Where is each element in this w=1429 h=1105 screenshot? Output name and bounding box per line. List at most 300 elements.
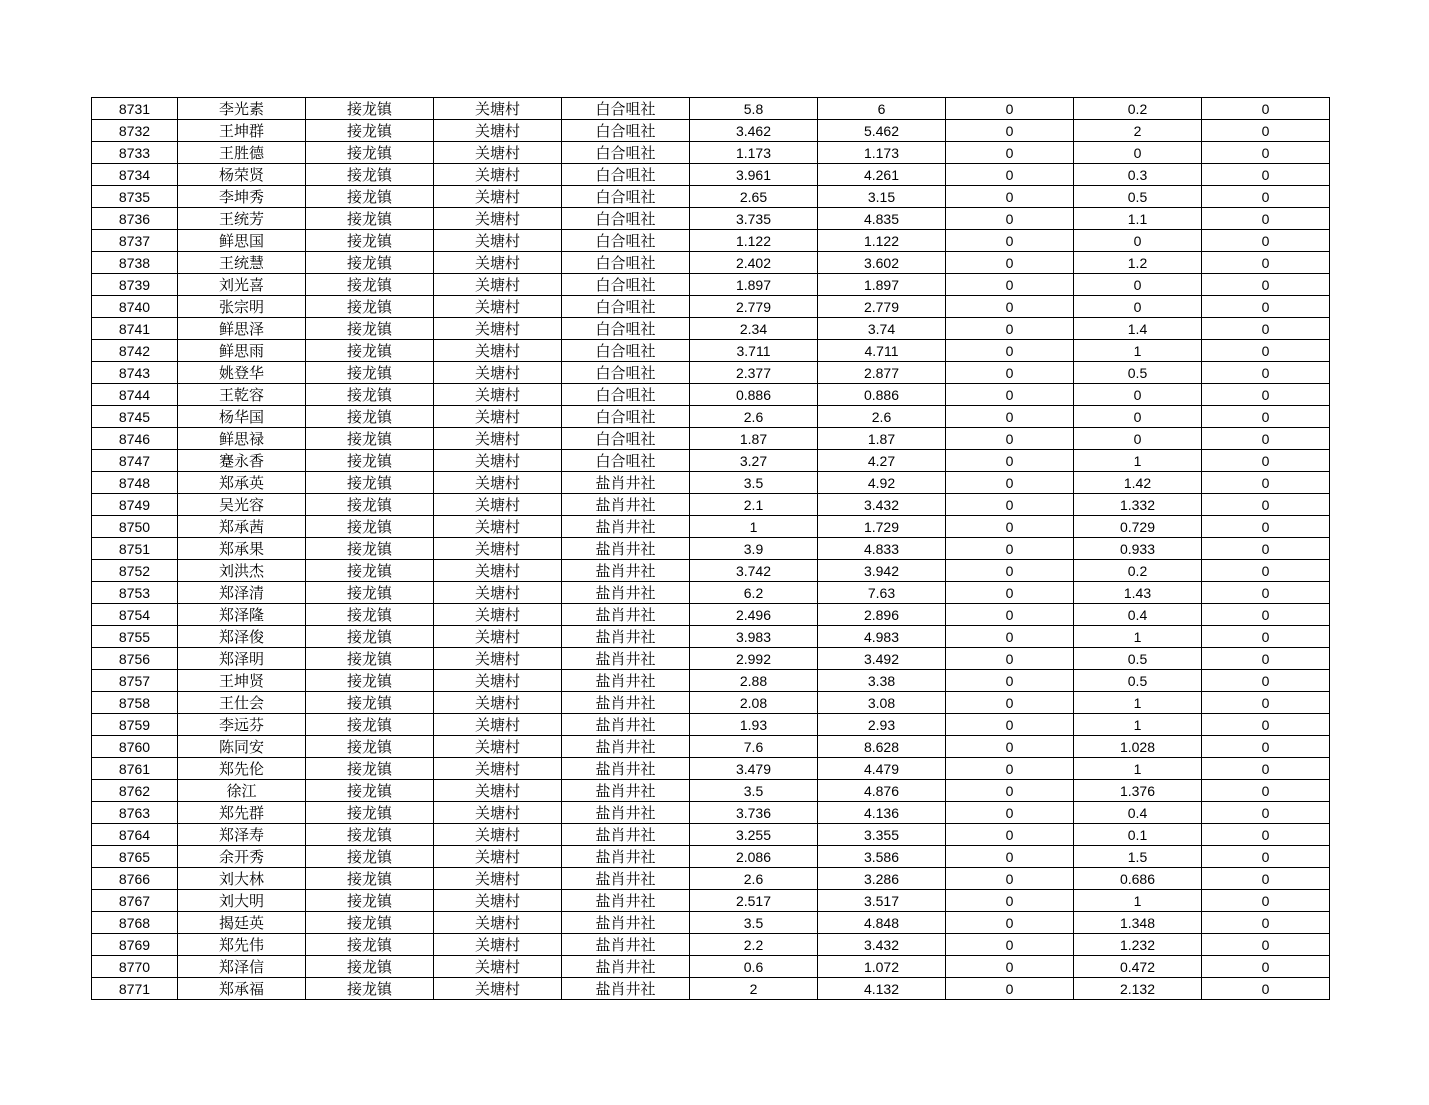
table-row	[92, 868, 1330, 890]
cell-value-a: 2.517	[690, 890, 818, 912]
cell-value-c: 0	[946, 956, 1074, 978]
cell-village: 关塘村	[434, 98, 562, 120]
cell-value-d: 1.332	[1074, 494, 1202, 516]
cell-town: 接龙镇	[306, 912, 434, 934]
cell-village: 关塘村	[434, 428, 562, 450]
cell-value-e: 0	[1202, 890, 1330, 912]
cell-value-b: 3.15	[818, 186, 946, 208]
cell-village: 关塘村	[434, 802, 562, 824]
table-row	[92, 494, 1330, 516]
table-row	[92, 824, 1330, 846]
cell-value-b: 7.63	[818, 582, 946, 604]
cell-value-a: 3.961	[690, 164, 818, 186]
cell-value-d: 1.028	[1074, 736, 1202, 758]
cell-group: 盐肖井社	[562, 494, 690, 516]
cell-town: 接龙镇	[306, 362, 434, 384]
cell-value-a: 3.479	[690, 758, 818, 780]
cell-village: 关塘村	[434, 318, 562, 340]
cell-village: 关塘村	[434, 296, 562, 318]
cell-value-a: 2.2	[690, 934, 818, 956]
cell-value-a: 3.27	[690, 450, 818, 472]
cell-group: 白合咀社	[562, 230, 690, 252]
cell-row-id: 8760	[92, 736, 178, 758]
cell-value-e: 0	[1202, 846, 1330, 868]
cell-value-c: 0	[946, 516, 1074, 538]
cell-group: 盐肖井社	[562, 582, 690, 604]
cell-value-d: 0	[1074, 230, 1202, 252]
table-row	[92, 912, 1330, 934]
cell-village: 关塘村	[434, 912, 562, 934]
cell-value-e: 0	[1202, 560, 1330, 582]
cell-town: 接龙镇	[306, 824, 434, 846]
cell-town: 接龙镇	[306, 978, 434, 1000]
cell-value-b: 3.432	[818, 934, 946, 956]
table-row	[92, 978, 1330, 1000]
cell-name: 刘大林	[178, 868, 306, 890]
cell-value-b: 4.876	[818, 780, 946, 802]
cell-value-c: 0	[946, 252, 1074, 274]
table-row	[92, 450, 1330, 472]
cell-village: 关塘村	[434, 230, 562, 252]
cell-row-id: 8746	[92, 428, 178, 450]
cell-value-d: 0.5	[1074, 362, 1202, 384]
cell-town: 接龙镇	[306, 714, 434, 736]
cell-town: 接龙镇	[306, 758, 434, 780]
cell-group: 盐肖井社	[562, 626, 690, 648]
cell-value-b: 3.432	[818, 494, 946, 516]
cell-village: 关塘村	[434, 340, 562, 362]
table-row	[92, 384, 1330, 406]
cell-village: 关塘村	[434, 186, 562, 208]
cell-value-e: 0	[1202, 626, 1330, 648]
cell-town: 接龙镇	[306, 274, 434, 296]
cell-name: 王胜德	[178, 142, 306, 164]
cell-row-id: 8749	[92, 494, 178, 516]
cell-value-d: 1.2	[1074, 252, 1202, 274]
cell-group: 白合咀社	[562, 428, 690, 450]
cell-group: 白合咀社	[562, 142, 690, 164]
cell-value-a: 2.08	[690, 692, 818, 714]
cell-value-b: 4.983	[818, 626, 946, 648]
cell-name: 王乾容	[178, 384, 306, 406]
cell-group: 盐肖井社	[562, 604, 690, 626]
cell-value-d: 0.933	[1074, 538, 1202, 560]
cell-village: 关塘村	[434, 648, 562, 670]
cell-row-id: 8770	[92, 956, 178, 978]
cell-value-d: 0.472	[1074, 956, 1202, 978]
cell-value-d: 0.2	[1074, 98, 1202, 120]
cell-value-e: 0	[1202, 670, 1330, 692]
table-row	[92, 582, 1330, 604]
cell-name: 揭廷英	[178, 912, 306, 934]
cell-name: 杨华国	[178, 406, 306, 428]
cell-town: 接龙镇	[306, 120, 434, 142]
cell-name: 刘洪杰	[178, 560, 306, 582]
cell-row-id: 8759	[92, 714, 178, 736]
cell-value-e: 0	[1202, 384, 1330, 406]
table-row	[92, 142, 1330, 164]
cell-value-c: 0	[946, 230, 1074, 252]
cell-value-e: 0	[1202, 780, 1330, 802]
table-row	[92, 890, 1330, 912]
cell-group: 盐肖井社	[562, 802, 690, 824]
cell-group: 盐肖井社	[562, 472, 690, 494]
cell-value-e: 0	[1202, 714, 1330, 736]
cell-value-e: 0	[1202, 758, 1330, 780]
cell-value-d: 2.132	[1074, 978, 1202, 1000]
cell-value-a: 1.173	[690, 142, 818, 164]
cell-town: 接龙镇	[306, 670, 434, 692]
cell-value-a: 3.736	[690, 802, 818, 824]
cell-village: 关塘村	[434, 450, 562, 472]
cell-group: 白合咀社	[562, 208, 690, 230]
cell-row-id: 8733	[92, 142, 178, 164]
cell-value-c: 0	[946, 186, 1074, 208]
cell-name: 鲜思禄	[178, 428, 306, 450]
cell-value-a: 3.5	[690, 780, 818, 802]
cell-value-d: 2	[1074, 120, 1202, 142]
cell-value-a: 3.9	[690, 538, 818, 560]
cell-village: 关塘村	[434, 406, 562, 428]
cell-value-c: 0	[946, 626, 1074, 648]
cell-row-id: 8737	[92, 230, 178, 252]
cell-group: 盐肖井社	[562, 780, 690, 802]
cell-town: 接龙镇	[306, 384, 434, 406]
cell-value-b: 6	[818, 98, 946, 120]
cell-value-b: 3.492	[818, 648, 946, 670]
cell-name: 郑泽隆	[178, 604, 306, 626]
cell-value-c: 0	[946, 978, 1074, 1000]
cell-value-b: 2.93	[818, 714, 946, 736]
cell-town: 接龙镇	[306, 428, 434, 450]
cell-town: 接龙镇	[306, 560, 434, 582]
cell-value-b: 3.942	[818, 560, 946, 582]
cell-row-id: 8738	[92, 252, 178, 274]
cell-row-id: 8763	[92, 802, 178, 824]
cell-value-c: 0	[946, 868, 1074, 890]
cell-row-id: 8765	[92, 846, 178, 868]
cell-town: 接龙镇	[306, 780, 434, 802]
cell-group: 白合咀社	[562, 450, 690, 472]
cell-value-c: 0	[946, 494, 1074, 516]
cell-value-e: 0	[1202, 296, 1330, 318]
cell-row-id: 8741	[92, 318, 178, 340]
cell-value-e: 0	[1202, 516, 1330, 538]
cell-value-e: 0	[1202, 318, 1330, 340]
cell-name: 蹇永香	[178, 450, 306, 472]
cell-value-b: 1.87	[818, 428, 946, 450]
cell-group: 盐肖井社	[562, 890, 690, 912]
table-row	[92, 406, 1330, 428]
cell-town: 接龙镇	[306, 582, 434, 604]
cell-value-c: 0	[946, 890, 1074, 912]
cell-value-d: 1.1	[1074, 208, 1202, 230]
cell-village: 关塘村	[434, 582, 562, 604]
table-row	[92, 714, 1330, 736]
cell-group: 盐肖井社	[562, 670, 690, 692]
cell-value-e: 0	[1202, 98, 1330, 120]
cell-village: 关塘村	[434, 626, 562, 648]
cell-name: 杨荣贤	[178, 164, 306, 186]
cell-row-id: 8751	[92, 538, 178, 560]
cell-village: 关塘村	[434, 120, 562, 142]
cell-group: 盐肖井社	[562, 692, 690, 714]
cell-group: 白合咀社	[562, 186, 690, 208]
table-row	[92, 604, 1330, 626]
cell-value-a: 5.8	[690, 98, 818, 120]
table-row	[92, 956, 1330, 978]
cell-village: 关塘村	[434, 758, 562, 780]
cell-value-e: 0	[1202, 406, 1330, 428]
cell-row-id: 8761	[92, 758, 178, 780]
cell-value-d: 1	[1074, 714, 1202, 736]
cell-name: 吴光容	[178, 494, 306, 516]
cell-value-e: 0	[1202, 956, 1330, 978]
cell-group: 盐肖井社	[562, 648, 690, 670]
cell-village: 关塘村	[434, 978, 562, 1000]
cell-village: 关塘村	[434, 846, 562, 868]
cell-row-id: 8739	[92, 274, 178, 296]
cell-village: 关塘村	[434, 736, 562, 758]
cell-value-e: 0	[1202, 824, 1330, 846]
cell-group: 白合咀社	[562, 362, 690, 384]
cell-town: 接龙镇	[306, 208, 434, 230]
cell-value-b: 1.173	[818, 142, 946, 164]
cell-value-a: 3.742	[690, 560, 818, 582]
cell-name: 李光素	[178, 98, 306, 120]
cell-name: 王统慧	[178, 252, 306, 274]
cell-value-b: 4.833	[818, 538, 946, 560]
cell-value-c: 0	[946, 274, 1074, 296]
cell-value-c: 0	[946, 296, 1074, 318]
cell-group: 盐肖井社	[562, 736, 690, 758]
cell-value-d: 1.42	[1074, 472, 1202, 494]
table-row	[92, 648, 1330, 670]
cell-row-id: 8758	[92, 692, 178, 714]
cell-town: 接龙镇	[306, 450, 434, 472]
cell-value-c: 0	[946, 98, 1074, 120]
cell-value-a: 0.886	[690, 384, 818, 406]
cell-name: 郑泽信	[178, 956, 306, 978]
cell-name: 王统芳	[178, 208, 306, 230]
cell-name: 郑承福	[178, 978, 306, 1000]
cell-value-c: 0	[946, 802, 1074, 824]
cell-value-a: 2.402	[690, 252, 818, 274]
cell-value-b: 2.779	[818, 296, 946, 318]
cell-name: 郑先群	[178, 802, 306, 824]
cell-name: 郑承茜	[178, 516, 306, 538]
cell-village: 关塘村	[434, 362, 562, 384]
table-row	[92, 230, 1330, 252]
cell-group: 白合咀社	[562, 340, 690, 362]
cell-village: 关塘村	[434, 890, 562, 912]
cell-value-e: 0	[1202, 538, 1330, 560]
cell-value-a: 2.496	[690, 604, 818, 626]
cell-town: 接龙镇	[306, 626, 434, 648]
cell-town: 接龙镇	[306, 868, 434, 890]
cell-value-e: 0	[1202, 912, 1330, 934]
cell-value-c: 0	[946, 120, 1074, 142]
cell-value-a: 2.88	[690, 670, 818, 692]
cell-row-id: 8756	[92, 648, 178, 670]
table-row	[92, 318, 1330, 340]
cell-value-d: 1	[1074, 340, 1202, 362]
cell-name: 鲜思国	[178, 230, 306, 252]
table-row	[92, 802, 1330, 824]
cell-group: 盐肖井社	[562, 912, 690, 934]
cell-name: 郑先伦	[178, 758, 306, 780]
cell-village: 关塘村	[434, 670, 562, 692]
cell-value-d: 0	[1074, 406, 1202, 428]
cell-row-id: 8755	[92, 626, 178, 648]
cell-value-a: 2.6	[690, 868, 818, 890]
cell-group: 盐肖井社	[562, 846, 690, 868]
cell-value-c: 0	[946, 912, 1074, 934]
cell-value-b: 3.08	[818, 692, 946, 714]
cell-town: 接龙镇	[306, 406, 434, 428]
cell-value-b: 2.6	[818, 406, 946, 428]
cell-village: 关塘村	[434, 142, 562, 164]
cell-name: 王坤群	[178, 120, 306, 142]
cell-group: 盐肖井社	[562, 714, 690, 736]
cell-value-c: 0	[946, 208, 1074, 230]
cell-value-e: 0	[1202, 274, 1330, 296]
cell-row-id: 8743	[92, 362, 178, 384]
cell-name: 徐江	[178, 780, 306, 802]
table-row	[92, 780, 1330, 802]
cell-value-e: 0	[1202, 186, 1330, 208]
cell-name: 郑泽寿	[178, 824, 306, 846]
cell-value-a: 1	[690, 516, 818, 538]
cell-name: 郑泽俊	[178, 626, 306, 648]
cell-row-id: 8744	[92, 384, 178, 406]
cell-value-d: 1.232	[1074, 934, 1202, 956]
cell-value-c: 0	[946, 846, 1074, 868]
table-row	[92, 98, 1330, 120]
cell-name: 郑泽清	[178, 582, 306, 604]
cell-value-c: 0	[946, 384, 1074, 406]
cell-name: 李远芬	[178, 714, 306, 736]
cell-village: 关塘村	[434, 692, 562, 714]
cell-town: 接龙镇	[306, 846, 434, 868]
cell-value-c: 0	[946, 648, 1074, 670]
cell-value-a: 2.6	[690, 406, 818, 428]
cell-value-d: 0.2	[1074, 560, 1202, 582]
cell-town: 接龙镇	[306, 934, 434, 956]
table-row	[92, 692, 1330, 714]
cell-value-b: 4.711	[818, 340, 946, 362]
table-row	[92, 626, 1330, 648]
cell-value-a: 2.65	[690, 186, 818, 208]
cell-group: 盐肖井社	[562, 956, 690, 978]
cell-value-d: 0.729	[1074, 516, 1202, 538]
cell-village: 关塘村	[434, 934, 562, 956]
cell-name: 陈同安	[178, 736, 306, 758]
cell-value-e: 0	[1202, 472, 1330, 494]
cell-row-id: 8734	[92, 164, 178, 186]
cell-value-c: 0	[946, 736, 1074, 758]
cell-value-e: 0	[1202, 494, 1330, 516]
cell-value-d: 1.5	[1074, 846, 1202, 868]
cell-value-e: 0	[1202, 582, 1330, 604]
cell-value-e: 0	[1202, 120, 1330, 142]
cell-name: 余开秀	[178, 846, 306, 868]
cell-row-id: 8762	[92, 780, 178, 802]
cell-value-b: 2.896	[818, 604, 946, 626]
cell-value-a: 0.6	[690, 956, 818, 978]
cell-value-a: 3.462	[690, 120, 818, 142]
cell-value-c: 0	[946, 670, 1074, 692]
cell-value-d: 1	[1074, 626, 1202, 648]
cell-value-c: 0	[946, 780, 1074, 802]
cell-value-e: 0	[1202, 164, 1330, 186]
cell-group: 盐肖井社	[562, 516, 690, 538]
cell-value-d: 1	[1074, 450, 1202, 472]
cell-group: 盐肖井社	[562, 824, 690, 846]
cell-value-b: 8.628	[818, 736, 946, 758]
cell-value-b: 3.517	[818, 890, 946, 912]
cell-group: 白合咀社	[562, 296, 690, 318]
cell-value-c: 0	[946, 538, 1074, 560]
cell-value-b: 1.729	[818, 516, 946, 538]
cell-row-id: 8764	[92, 824, 178, 846]
cell-village: 关塘村	[434, 252, 562, 274]
cell-value-e: 0	[1202, 428, 1330, 450]
cell-value-b: 3.286	[818, 868, 946, 890]
table-row	[92, 296, 1330, 318]
cell-village: 关塘村	[434, 472, 562, 494]
cell-name: 刘光喜	[178, 274, 306, 296]
cell-village: 关塘村	[434, 538, 562, 560]
cell-value-c: 0	[946, 142, 1074, 164]
cell-town: 接龙镇	[306, 318, 434, 340]
cell-value-e: 0	[1202, 142, 1330, 164]
cell-town: 接龙镇	[306, 296, 434, 318]
cell-value-d: 0.5	[1074, 186, 1202, 208]
cell-value-a: 7.6	[690, 736, 818, 758]
cell-value-e: 0	[1202, 648, 1330, 670]
cell-town: 接龙镇	[306, 98, 434, 120]
cell-row-id: 8771	[92, 978, 178, 1000]
table-row	[92, 164, 1330, 186]
cell-value-a: 3.711	[690, 340, 818, 362]
data-table	[91, 97, 1330, 1000]
cell-name: 鲜思泽	[178, 318, 306, 340]
cell-value-c: 0	[946, 582, 1074, 604]
cell-village: 关塘村	[434, 164, 562, 186]
cell-group: 白合咀社	[562, 406, 690, 428]
cell-value-d: 1	[1074, 890, 1202, 912]
cell-row-id: 8767	[92, 890, 178, 912]
table-row	[92, 340, 1330, 362]
cell-value-c: 0	[946, 934, 1074, 956]
cell-value-b: 4.132	[818, 978, 946, 1000]
cell-group: 盐肖井社	[562, 538, 690, 560]
cell-town: 接龙镇	[306, 186, 434, 208]
cell-value-d: 0.4	[1074, 604, 1202, 626]
cell-value-b: 4.835	[818, 208, 946, 230]
cell-value-c: 0	[946, 758, 1074, 780]
cell-value-b: 4.479	[818, 758, 946, 780]
cell-town: 接龙镇	[306, 252, 434, 274]
cell-value-d: 0.5	[1074, 648, 1202, 670]
cell-value-a: 2.992	[690, 648, 818, 670]
cell-value-e: 0	[1202, 362, 1330, 384]
cell-town: 接龙镇	[306, 164, 434, 186]
cell-town: 接龙镇	[306, 142, 434, 164]
cell-village: 关塘村	[434, 714, 562, 736]
cell-row-id: 8731	[92, 98, 178, 120]
